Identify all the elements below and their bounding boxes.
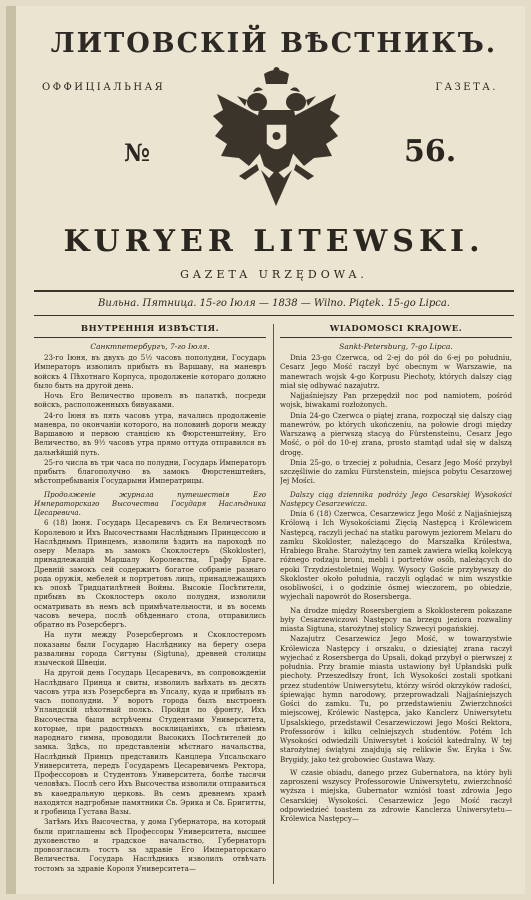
polish-dateline: Sankt-Petersburg, 7-go Lipca. xyxy=(339,342,453,351)
masthead-polish: KURYER LITEWSKI. xyxy=(63,224,485,259)
polish-paragraph: Najjaśniejszy Pan przepędził noc pod namiotem, pośród wojsk, biwakami rozłożonych. xyxy=(280,391,512,410)
masthead-polish-subtitle: GAZETA URZĘDOWA. xyxy=(180,268,368,281)
russian-section-heading: ВНУТРЕННІЯ ИЗВѢСТІЯ. xyxy=(34,324,266,338)
dateline-rule-top xyxy=(34,290,514,292)
polish-paragraph: Nazajutrz Cesarzewicz Jego Mość, w towarzystwie Królewicza Następcy i orszaku, o dziesiątej zrana raczył wyjechać z Rosersberga do Upsali, dokąd przybył o pierwszej z południa. Przy bramie miasta ustawiony był Upłandski pułk piechoty. Przeszedłszy front, Ich Wysokości zostali spotkani przez studentów Uniwersytetu, którzy wśród okrzyków radości, śpiewając hymn narodowy, przeprowadzali Najjaśniejszych Gości do zamku. Tu, po przedstawieniu Zwierzchności miejscowej, Królewic Następca, jako Kanclerz Uniwersytetu Upsalskiego, przedstawił Cesarzewiczowi Jego Mości Rektora, Professorów i kilku celniejszych studentów. Potém Ich Wysokości odwiedzili Uniwersytet i kościół katedralny. W tej starożytnej świątyni znajdują się relikwie Św. Eryka i Św. Brygidy, jako też grobowiec Gustawa Wazy. xyxy=(280,634,512,764)
russian-paragraph: 6 (18) Іюня. Государь Цесаревичъ съ Ея Величествомъ Королевою и Ихъ Высочествами Наслѣднымъ Принцессою и Наслѣднымъ Принцемъ, изволили ѣздить на пароходѣ по озеру Меларъ въ замокъ Скоклостеръ (Skokloster), принадлежащій Маршалу Королевства, Графу Браге. Древній замокъ сей содержитъ богатое собраніе разнаго рода оружія, мебелей и портретовъ лицъ, принадлежащихъ къ эпохѣ Тридцатилѣтней Войны. Высокіе Посѣтители, прибывъ въ Скоклостеръ около полудня, изволили осматривать въ немъ всѣ примѣчательности, и въ восемь часовъ вечера, послѣ обѣденнаго стола, отправились обратно въ Розерсбергъ. xyxy=(34,518,266,629)
polish-subheading: Dalszy ciąg dziennika podróży Jego Cesarskiej Wysokości Następcy Cesarzewicza. xyxy=(280,489,512,508)
russian-dateline: Санктпетербургъ, 7-го Іюля. xyxy=(90,342,210,351)
dateline-rule-bottom xyxy=(34,315,514,316)
newspaper-page xyxy=(6,6,525,894)
dateline: Вильна. Пятница. 15-го Іюля — 1838 — Wilno. Piątek. 15-go Lipca. xyxy=(98,298,450,309)
issue-number-label: № xyxy=(124,138,151,167)
russian-paragraph: 24-го Іюня въ пять часовъ утра, начались продолженіе маневра, по окончаніи которого, на половинѣ дороги между Варшавою и первою станцією къ Фюрстенштейну, Его Величество, въ 9½ часовъ утра прямо оттуда отправился въ дальнѣйшій путь. xyxy=(34,410,266,457)
russian-column xyxy=(34,324,266,884)
polish-paragraph: W czasie obiadu, danego przez Gubernatora, na który byli zaproszeni wszyscy Professorowie Uniwersytetu, zwierzchność wyższa i miejska, Gubernator wzniósł toast zdrowia Jego Cesarskiej Wysokości. Cesarzewicz Jego Mość raczył odpowiedzieć toastem za zdrowie Kanclerza Uniwersytetu—Królewica Następcy— xyxy=(280,767,512,823)
polish-paragraph: Dnia 6 (18) Czerwca, Cesarzewicz Jego Mość z Najjaśniejszą Królową i Ich Wysokościami Zięcią Następcą i Królewicem Następcą, raczyli jechać na statku parowym jeziorem Melaru do zamku Skokloster, należącego do Marszałka Królestwa, Hrabiego Brahe. Starożytny ten zamek zawiera wielką kolekcyą różnego rodzaju broni, mebli i portretów osób, należących do epoki Trzydziestoletniej Wojny. Wysocy Goście przybywszy do Skokloster około południa, raczyli oglądać w nim wszystkie osobliwości, i o godzinie ósmej wieczorem, po obiedzie, wyjechali napowrót do Rosersberga. xyxy=(280,509,512,602)
masthead-russian: ЛИТОВСКІЙ ВѢСТНИКЪ. xyxy=(50,28,498,59)
masthead-subtitle-right: ГАЗЕТА. xyxy=(435,82,498,93)
russian-subheading: Продолженіе журнала путешествія Его Императорскаго Высочества Государя Наслѣдника Цесаревича. xyxy=(34,489,266,517)
polish-paragraph: Dnia 24-go Czerwca o piątej zrana, rozpoczął się dalszy ciąg manewrów, po których ukończeniu, na połowie drogi między Warszawą a pierwszą stacyą do Fürstensteinu, Cesarz Jego Mość, o pół do 10-ej zrana, prosto stamtąd udał się w dalszą drogę. xyxy=(280,410,512,457)
russian-paragraph: Затѣмъ Ихъ Высочества, у дома Губернатора, на который были приглашены всѣ Профессоры Университета, высшее духовенство и градское начальство, Губернаторъ провозгласилъ тостъ за здравіе Его Императорскаго Величества. Государь Наслѣдникъ изволилъ отвѣчать тостомъ за здравіе Короля Университета— xyxy=(34,817,266,873)
masthead-subtitle-left: ОФФИЦІАЛЬНАЯ xyxy=(42,82,166,93)
polish-column xyxy=(280,324,512,884)
column-divider xyxy=(273,324,274,884)
russian-paragraph: 23-го Іюня, въ двухъ до 5½ часовъ пополудни, Государь Императоръ изволилъ прибыть въ Варшаву, на маневръ войскъ 4 Пѣхотнаго Корпуса, продолженіе котораго должно было быть на другой день. xyxy=(34,353,266,390)
polish-paragraph: Na drodze między Rosersbergiem a Skoklosterem pokazane były Cesarzewiczowi Następcy na brzegu jeziora rozwaliny miasta Sigtuna, starożytnej stolicy Szwecyi pogańskiej. xyxy=(280,605,512,633)
russian-paragraph: На другой день Государь Цесаревичъ, въ сопровожденіи Наслѣднаго Принца и свиты, изволилъ выѣхать въ десять часовъ утра изъ Розерсберга въ Упсалу, куда и прибылъ въ часъ пополудни. У воротъ города былъ выстроенъ Упландскій пѣхотный полкъ. Пройдя по фронту, Ихъ Высочества были встрѣчены Студентами Университета, которые, при радостныхъ восклицаніяхъ, съ пѣніемъ народнаго гимна, проводили Высокихъ Посѣтителей до замка. Здѣсь, по представленіи мѣстнаго начальства, Наслѣдный Принцъ представилъ Канцлера Упсальскаго Университета, передъ Государемъ Цесаревичемъ Ректора, Профессоровъ и Студентовъ Университета, болѣе тысячи человѣкъ. Послѣ сего Ихъ Высочества изволили отправиться въ каѳедральную церковь. Въ семъ древнемъ храмѣ находятся надгробные памятники Св. Эрика и Св. Бригитты, и гробница Густава Вазы. xyxy=(34,668,266,816)
issue-number: 56. xyxy=(404,134,457,169)
russian-paragraph: Ночь Его Величество провелъ въ палаткѣ, посреди войскъ, расположенныхъ бивуаками. xyxy=(34,391,266,410)
polish-paragraph: Dnia 25-go, o trzeciej z południa, Cesarz Jego Mość przybył szczęśliwie do zamku Fürstenstein, miejsca pobytu Cesarzowej Jej Mości. xyxy=(280,457,512,486)
russian-paragraph: 25-го числа въ три часа по полудни, Государь Императоръ прибыть благополучно въ замокъ Фюрстенштейнъ, мѣстопребыванія Государыни Императрицы. xyxy=(34,457,266,486)
russian-paragraph: На пути между Розерсбергомъ и Скоклостеромъ показаны были Государю Наслѣднику на берегу озера развалины города Сигтуны (Sigtuna), древней столицы языческой Швеціи. xyxy=(34,630,266,667)
polish-paragraph: Dnia 23-go Czerwca, od 2-ej do pół do 6-ej po południu, Cesarz Jego Mość raczył być obecnym w Warszawie, na manewrach wojsk 4-go Korpusu Piechoty, których dalszy ciąg miał się odbywać nazajutrz. xyxy=(280,353,512,390)
polish-section-heading: WIADOMOŚCI KRAJOWE. xyxy=(280,324,512,338)
page-content xyxy=(34,6,514,894)
double-headed-eagle-emblem xyxy=(209,66,344,216)
